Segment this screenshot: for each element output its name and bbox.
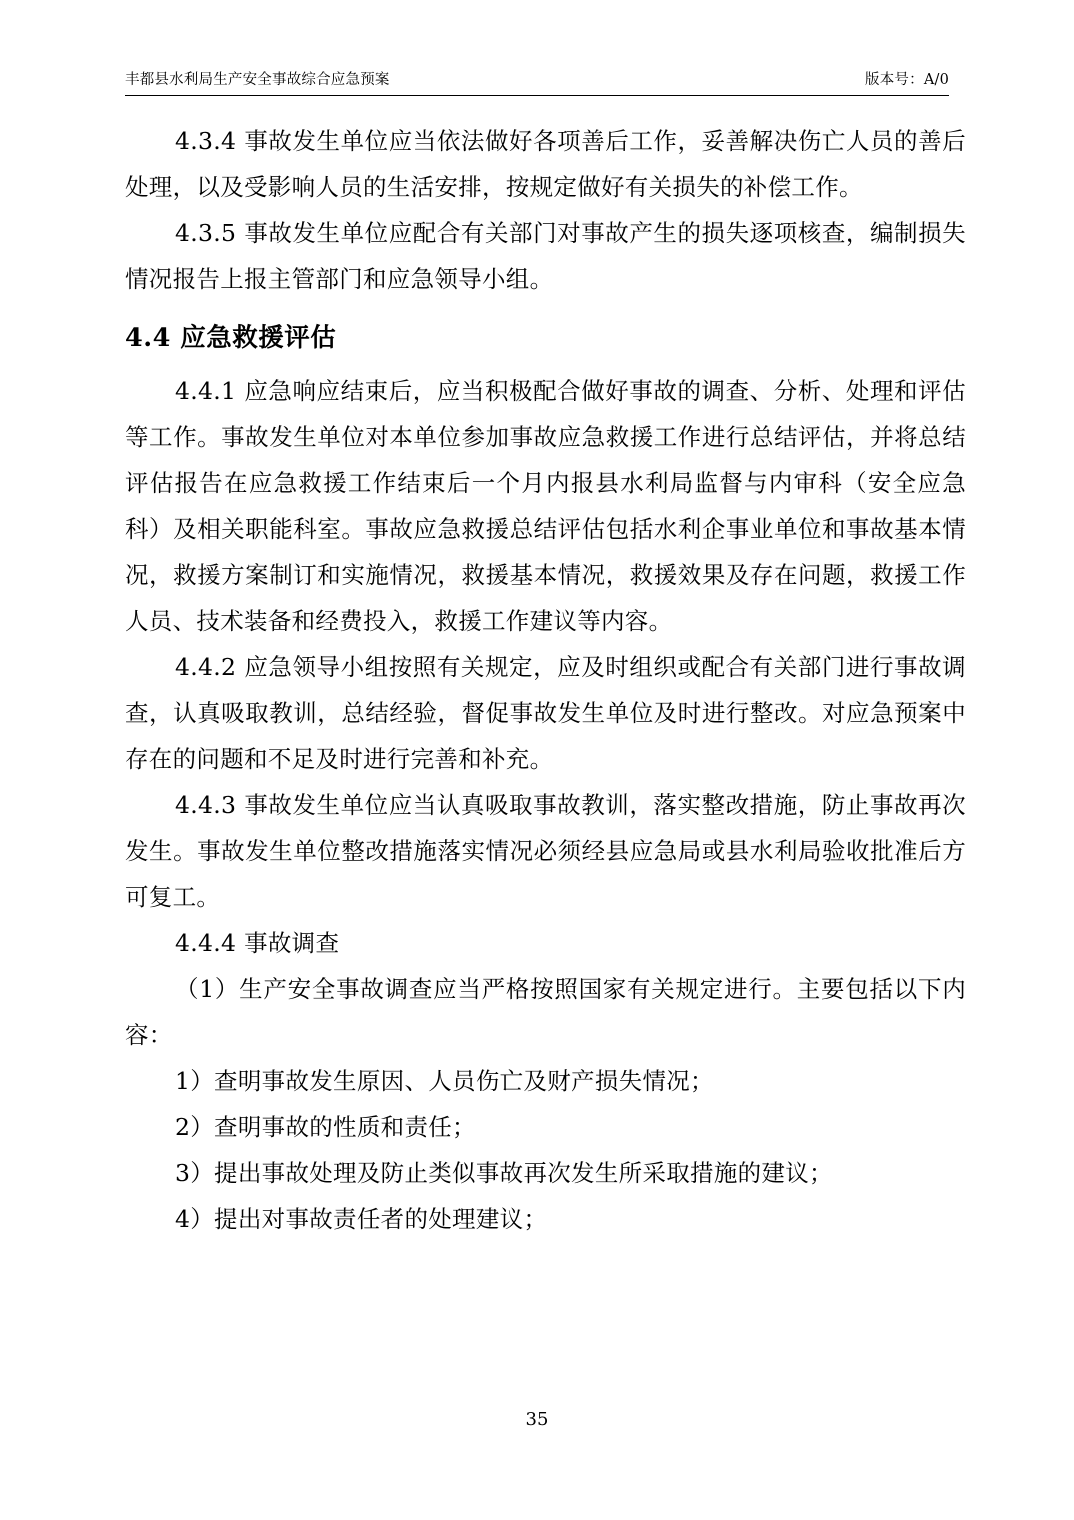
- page-header: [125, 72, 949, 96]
- header-version: 版本号：A/0: [865, 72, 949, 88]
- paragraph-4-4-1: 4.4.1 应急响应结束后，应当积极配合做好事故的调查、分析、处理和评估等工作。事故发生单位对本单位参加事故应急救援工作进行总结评估，并将总结评估报告在应急救援工作结束后一个月内报县水利局监督与内审科（安全应急科）及相关职能科室。事故应急救援总结评估包括水利企事业单位和事故基本情况，救援方案制订和实施情况，救援基本情况，救援效果及存在问题，救援工作人员、技术装备和经费投入，救援工作建议等内容。: [125, 377, 966, 635]
- paragraph-4-3-5: 4.3.5 事故发生单位应配合有关部门对事故产生的损失逐项核查，编制损失情况报告上报主管部门和应急领导小组。: [125, 219, 966, 293]
- paragraph-4-4-2: 4.4.2 应急领导小组按照有关规定，应及时组织或配合有关部门进行事故调查，认真吸取教训，总结经验，督促事故发生单位及时进行整改。对应急预案中存在的问题和不足及时进行完善和补充。: [125, 653, 966, 773]
- page-number: 35: [525, 1409, 549, 1430]
- list-item-1: 1）查明事故发生原因、人员伤亡及财产损失情况；: [175, 1067, 714, 1095]
- paragraph-4-3-4: 4.3.4 事故发生单位应当依法做好各项善后工作，妥善解决伤亡人员的善后处理，以及受影响人员的生活安排，按规定做好有关损失的补偿工作。: [125, 127, 966, 201]
- paragraph-4-4-4-item-intro: （1）生产安全事故调查应当严格按照国家有关规定进行。主要包括以下内容：: [125, 975, 966, 1049]
- list-item-3: 3）提出事故处理及防止类似事故再次发生所采取措施的建议；: [175, 1159, 833, 1187]
- header-document-title: 丰都县水利局生产安全事故综合应急预案: [125, 72, 390, 88]
- section-heading-4-4: 4.4 应急救援评估: [125, 323, 337, 353]
- list-item-4: 4）提出对事故责任者的处理建议；: [175, 1205, 548, 1233]
- page-content: [125, 118, 966, 1242]
- paragraph-4-4-4: 4.4.4 事故调查: [175, 929, 340, 957]
- paragraph-4-4-3: 4.4.3 事故发生单位应当认真吸取事故教训，落实整改措施，防止事故再次发生。事故发生单位整改措施落实情况必须经县应急局或县水利局验收批准后方可复工。: [125, 791, 966, 911]
- list-item-2: 2）查明事故的性质和责任；: [175, 1113, 476, 1141]
